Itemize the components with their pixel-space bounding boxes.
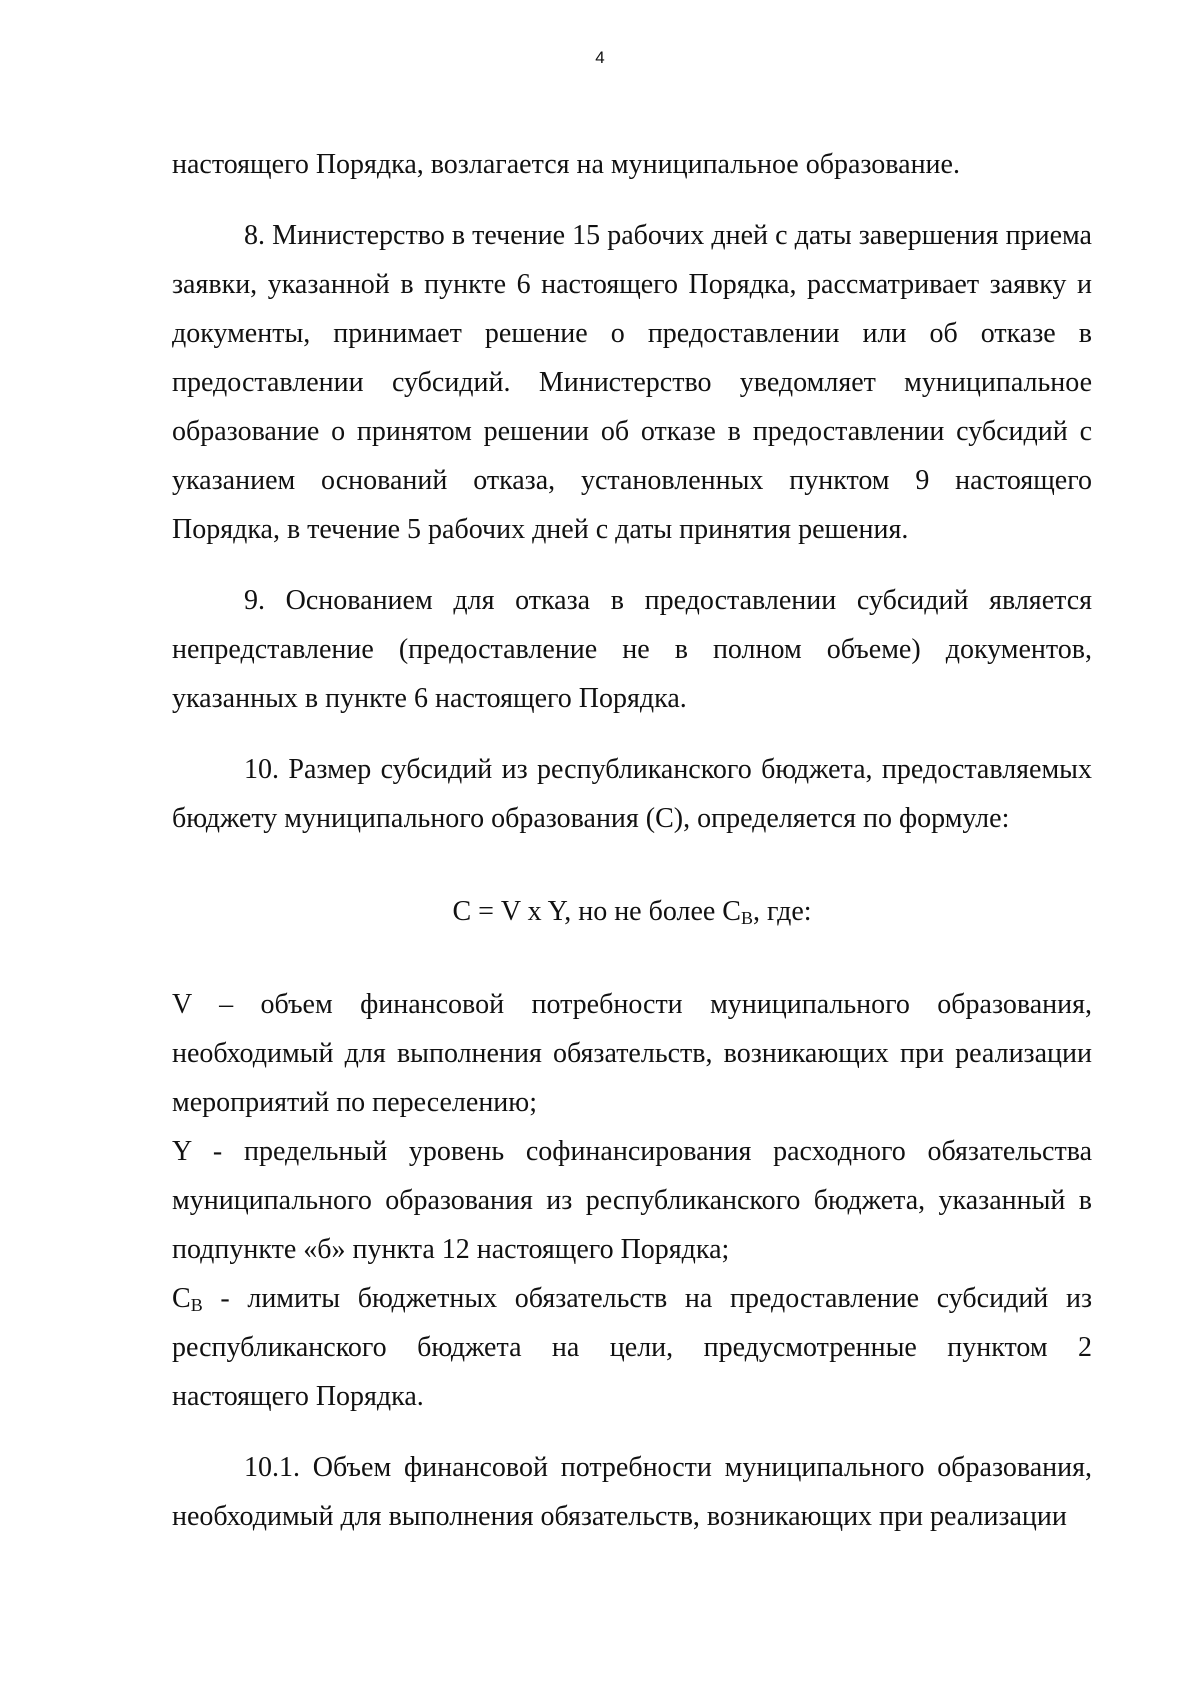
paragraph-10-1: 10.1. Объем финансовой потребности муниципального образования, необходимый для выполнения обязательств, возникающих при реализации (172, 1452, 1092, 1532)
formula (172, 887, 1092, 936)
definition-cb-subscript: В (190, 1295, 203, 1315)
definition-cb-symbol: С (172, 1283, 191, 1314)
definition-v: V – объем финансовой потребности муниципального образования, необходимый для выполнения обязательств, возникающих при реализации мероприятий по переселению; (172, 989, 1092, 1118)
page-number: 4 (595, 48, 605, 67)
paragraph-9: 9. Основанием для отказа в предоставлении субсидий является непредставление (предоставление не в полном объеме) документов, указанных в пункте 6 настоящего Порядка. (172, 585, 1092, 714)
formula-main: С = V x Y, но не более С (452, 896, 741, 927)
paragraph-8: 8. Министерство в течение 15 рабочих дней с даты завершения приема заявки, указанной в пункте 6 настоящего Порядка, рассматривает заявку и документы, принимает решение о предоставлении или об отказе в предоставлении субсидий. Министерство уведомляет муниципальное образование о принятом решении об отказе в предоставлении субсидий с указанием оснований отказа, установленных пунктом 9 настоящего Порядка, в течение 5 рабочих дней с даты принятия решения. (172, 220, 1092, 545)
document-body (172, 140, 1092, 1541)
paragraph-10: 10. Размер субсидий из республиканского бюджета, предоставляемых бюджету муниципального образования (С), определяется по формуле: (172, 754, 1092, 834)
formula-subscript: В (740, 908, 753, 928)
formula-tail: , где: (753, 896, 812, 927)
definition-cb-text: - лимиты бюджетных обязательств на предоставление субсидий из республиканского бюджета на цели, предусмотренные пунктом 2 настоящего Порядка. (172, 1283, 1092, 1412)
paragraph-continuation: настоящего Порядка, возлагается на муниципальное образование. (172, 149, 960, 180)
definition-cb (172, 1274, 1092, 1421)
definition-y: Y - предельный уровень софинансирования расходного обязательства муниципального образования из республиканского бюджета, указанный в подпункте «б» пункта 12 настоящего Порядка; (172, 1136, 1092, 1265)
